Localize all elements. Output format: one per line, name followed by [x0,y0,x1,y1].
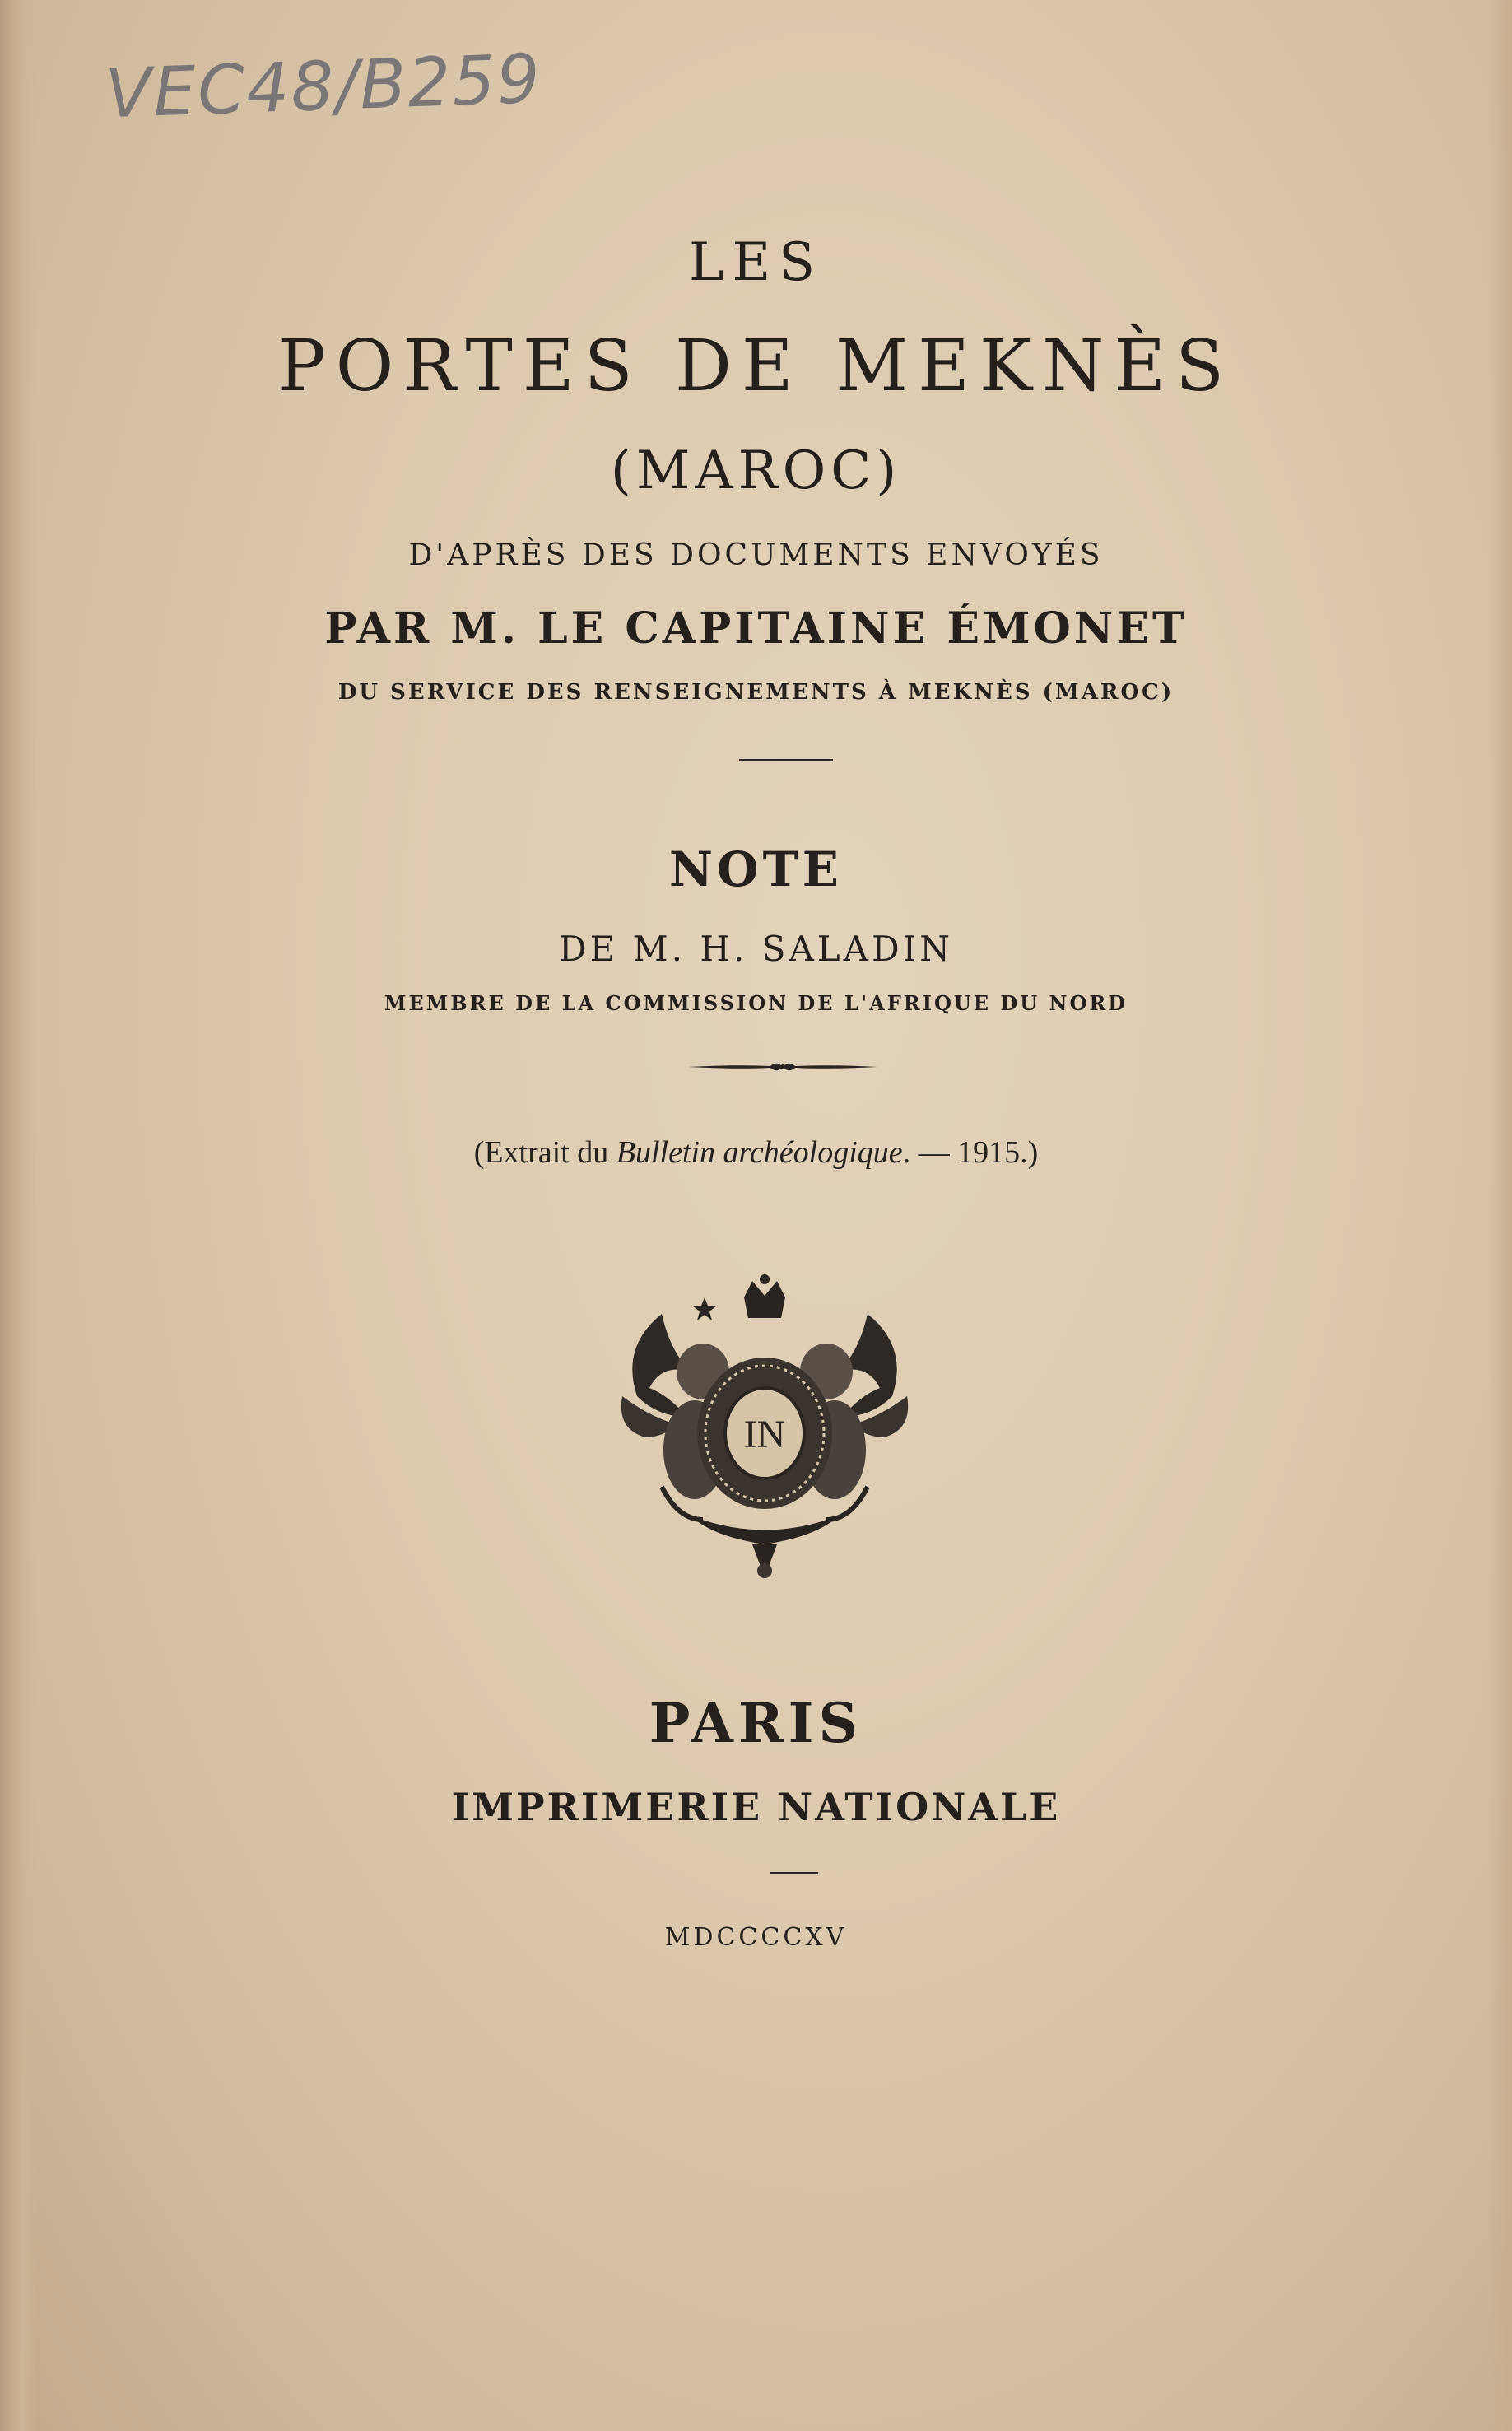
handwritten-shelfmark: VEC48/B259 [104,40,543,134]
imprimerie-nationale-emblem-icon [612,1273,917,1586]
divider-rule [739,759,833,761]
extract-journal: Bulletin archéologique [616,1135,903,1170]
emblem-monogram: IN [743,1413,786,1456]
divider-rule [770,1872,818,1874]
imprint-year: MDCCCCXV [664,1923,848,1952]
note-affiliation: MEMBRE DE LA COMMISSION DE L'AFRIQUE DU NORD [384,991,1128,1015]
attribution-author: PAR M. LE CAPITAINE ÉMONET [324,603,1188,654]
note-author: DE M. H. SALADIN [558,929,954,969]
imprint-publisher: IMPRIMERIE NATIONALE [451,1785,1061,1829]
attribution-intro: D'APRÈS DES DOCUMENTS ENVOYÉS [408,538,1104,572]
note-heading: NOTE [669,841,843,897]
title-line-3: (MAROC) [610,440,902,501]
extract-prefix: (Extrait du [473,1135,616,1170]
title-line-1: LES [688,232,824,293]
imprint-city: PARIS [649,1691,863,1755]
title-line-2: PORTES DE MEKNÈS [277,325,1235,407]
ornament-divider-icon [688,1057,877,1077]
attribution-affiliation: DU SERVICE DES RENSEIGNEMENTS À MEKNÈS (MAROC) [337,680,1175,705]
extract-suffix: . — 1915.) [902,1135,1039,1170]
extract-citation [0,1134,1512,1171]
